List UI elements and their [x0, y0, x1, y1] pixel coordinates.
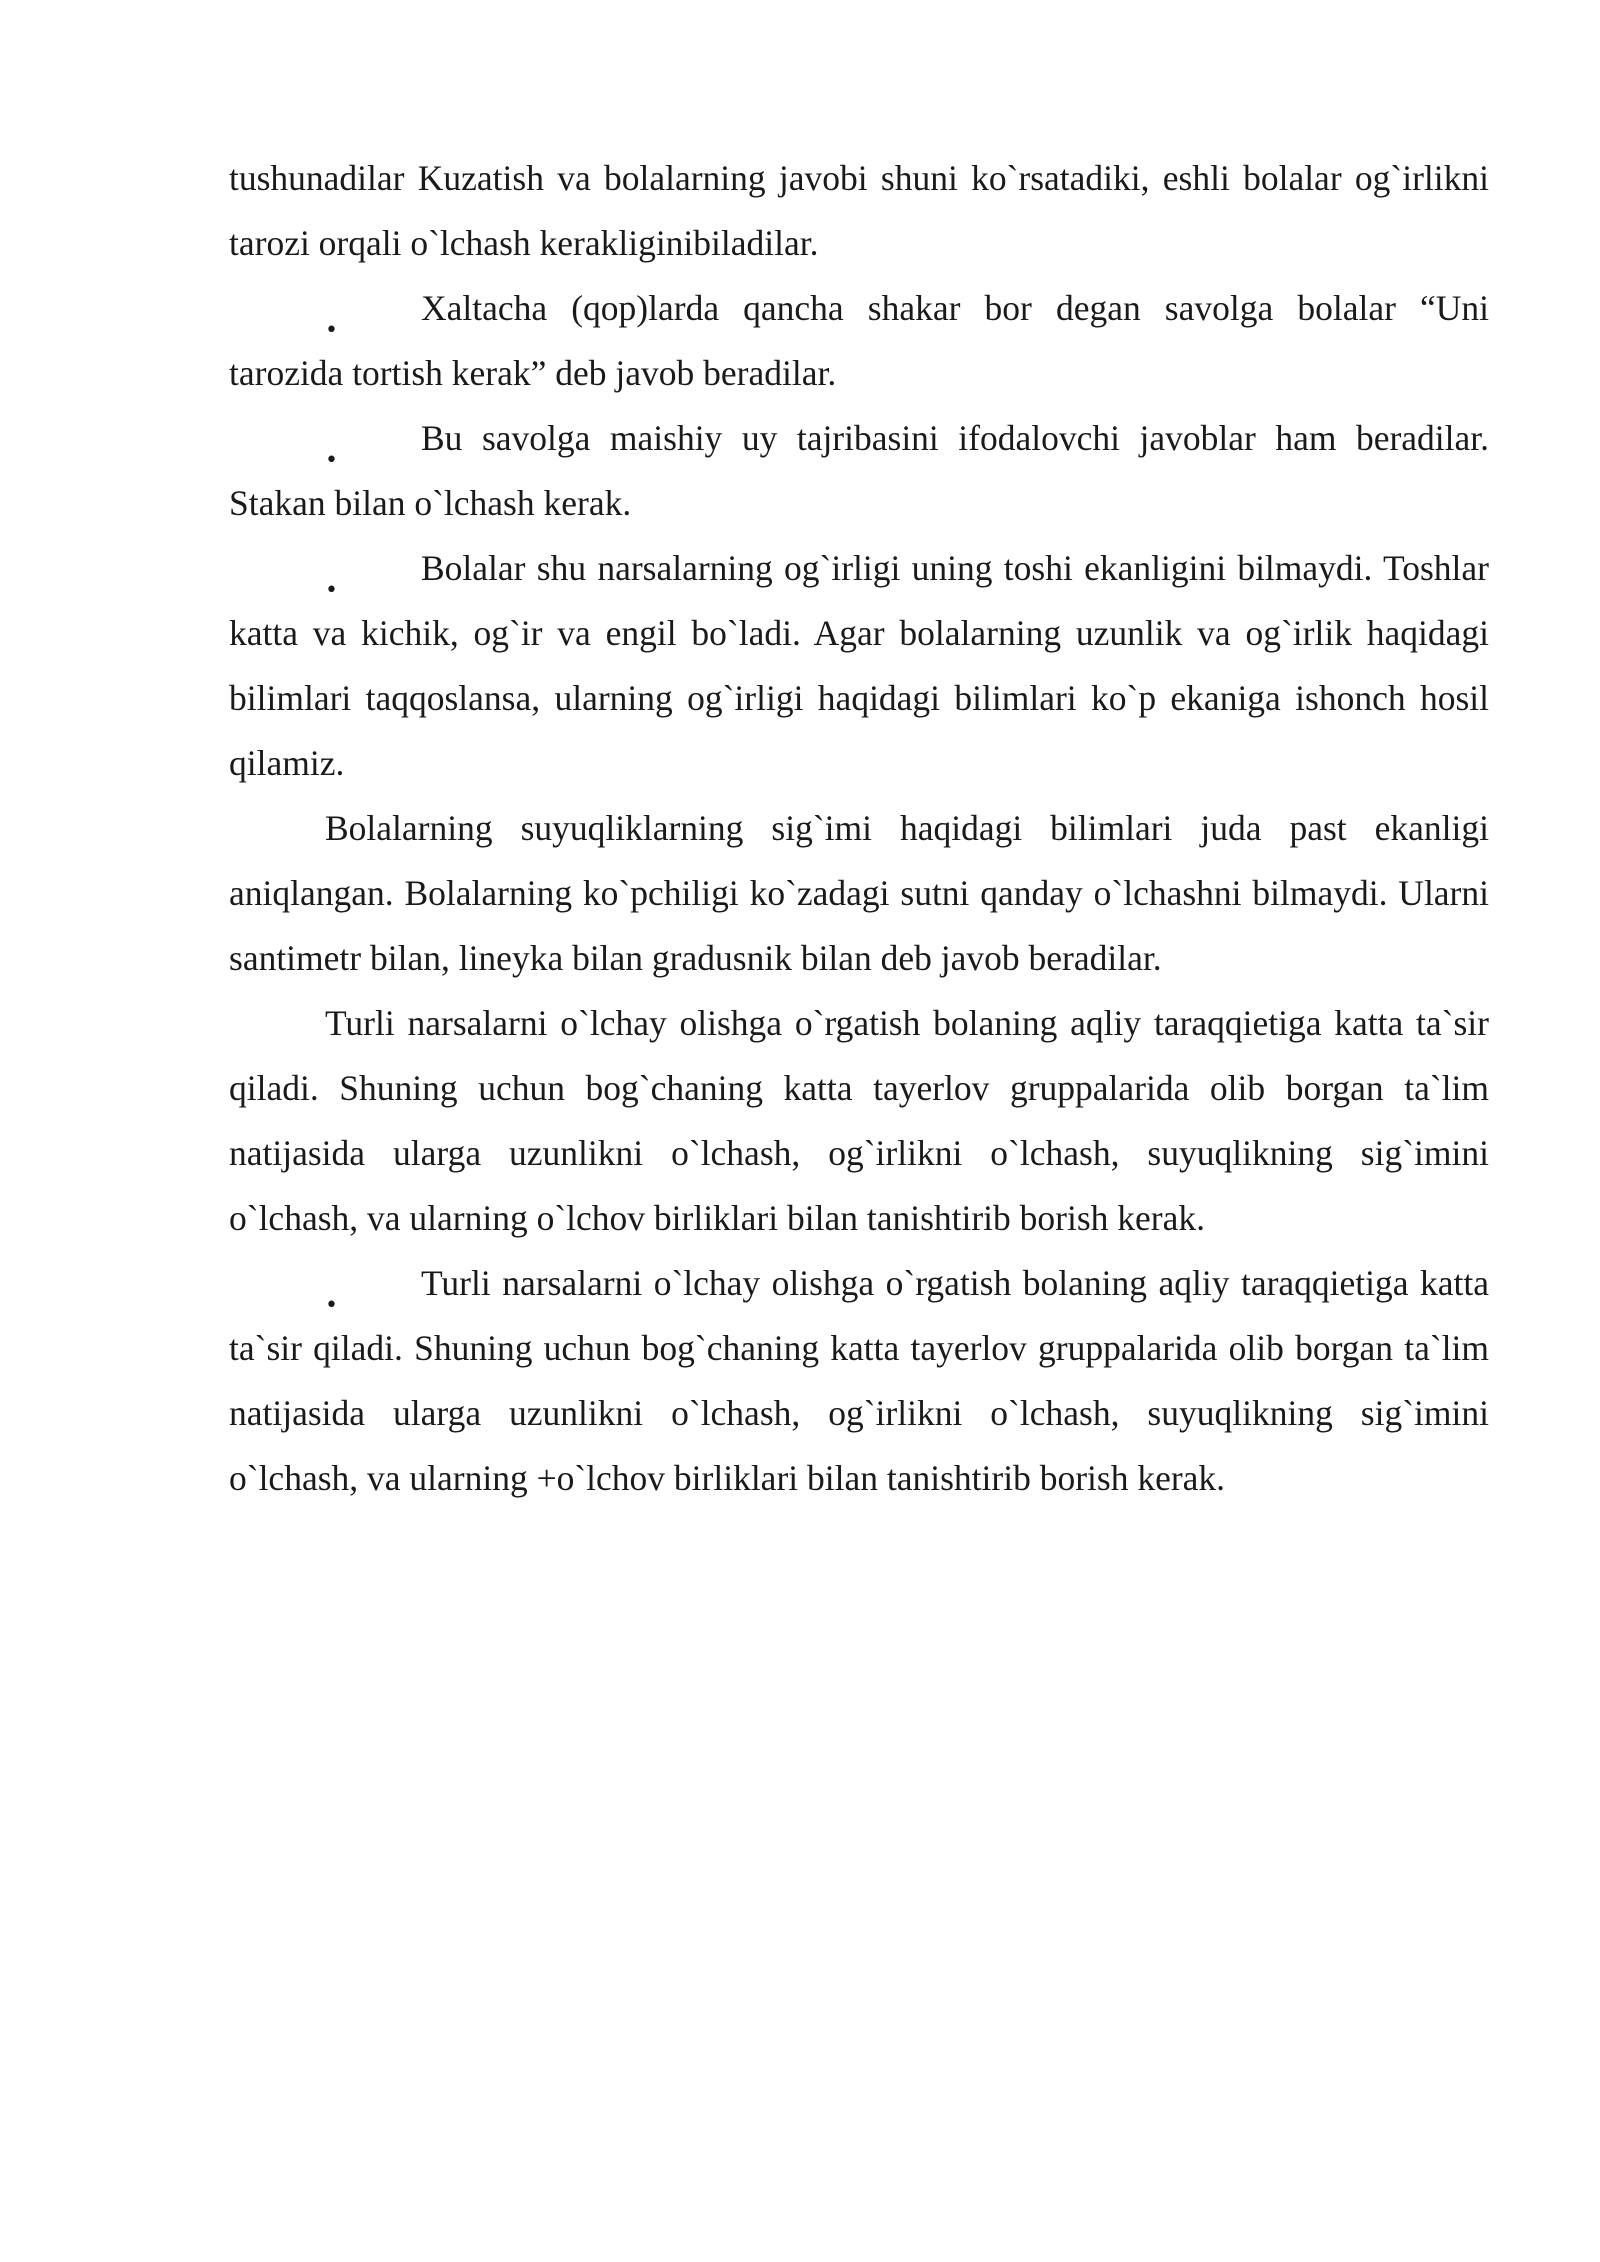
paragraph-text: Xaltacha (qop)larda qancha shakar bor degan savolga bolalar “Uni tarozida tortish kerak” deb javob beradilar. [229, 288, 1489, 393]
paragraph-2 [229, 796, 1489, 991]
bullet-icon: • [325, 448, 338, 473]
bullet-icon: • [325, 578, 338, 603]
paragraph-text: Bu savolga maishiy uy tajribasini ifodalovchi javoblar ham beradilar. Stakan bilan o`lchash kerak. [229, 418, 1489, 523]
bullet-paragraph-4 [229, 1251, 1489, 1511]
paragraph-1 [229, 146, 1489, 276]
paragraph-text: tushunadilar Kuzatish va bolalarning javobi shuni ko`rsatadiki, eshli bolalar og`irlikni tarozi orqali o`lchash kerakliginibiladilar. [229, 158, 1489, 263]
bullet-icon: • [325, 1293, 338, 1318]
paragraph-3 [229, 991, 1489, 1251]
bullet-paragraph-2 [229, 406, 1489, 536]
bullet-icon: • [325, 318, 338, 343]
paragraph-text: Bolalarning suyuqliklarning sig`imi haqidagi bilimlari juda past ekanligi aniqlangan. Bolalarning ko`pchiligi ko`zadagi sutni qanday o`lchashni bilmaydi. Ularni santimetr bilan, lineyka bilan gradusnik bilan deb javob beradilar. [229, 808, 1489, 978]
bullet-paragraph-1 [229, 276, 1489, 406]
document-body [229, 146, 1489, 1511]
paragraph-text: Bolalar shu narsalarning og`irligi uning toshi ekanligini bilmaydi. Toshlar katta va kichik, og`ir va engil bo`ladi. Agar bolalarning uzunlik va og`irlik haqidagi bilimlari taqqoslansa, ularning og`irligi haqidagi bilimlari ko`p ekaniga ishonch hosil qilamiz. [229, 548, 1489, 783]
paragraph-text: Turli narsalarni o`lchay olishga o`rgatish bolaning aqliy taraqqietiga katta ta`sir qiladi. Shuning uchun bog`chaning katta tayerlov gruppalarida olib borgan ta`lim natijasida ularga uzunlikni o`lchash, og`irlikni o`lchash, suyuqlikning sig`imini o`lchash, va ularning +o`lchov birliklari bilan tanishtirib borish kerak. [229, 1263, 1489, 1498]
bullet-paragraph-3 [229, 536, 1489, 796]
paragraph-text: Turli narsalarni o`lchay olishga o`rgatish bolaning aqliy taraqqietiga katta ta`sir qiladi. Shuning uchun bog`chaning katta tayerlov gruppalarida olib borgan ta`lim natijasida ularga uzunlikni o`lchash, og`irlikni o`lchash, suyuqlikning sig`imini o`lchash, va ularning o`lchov birliklari bilan tanishtirib borish kerak. [229, 1003, 1489, 1238]
